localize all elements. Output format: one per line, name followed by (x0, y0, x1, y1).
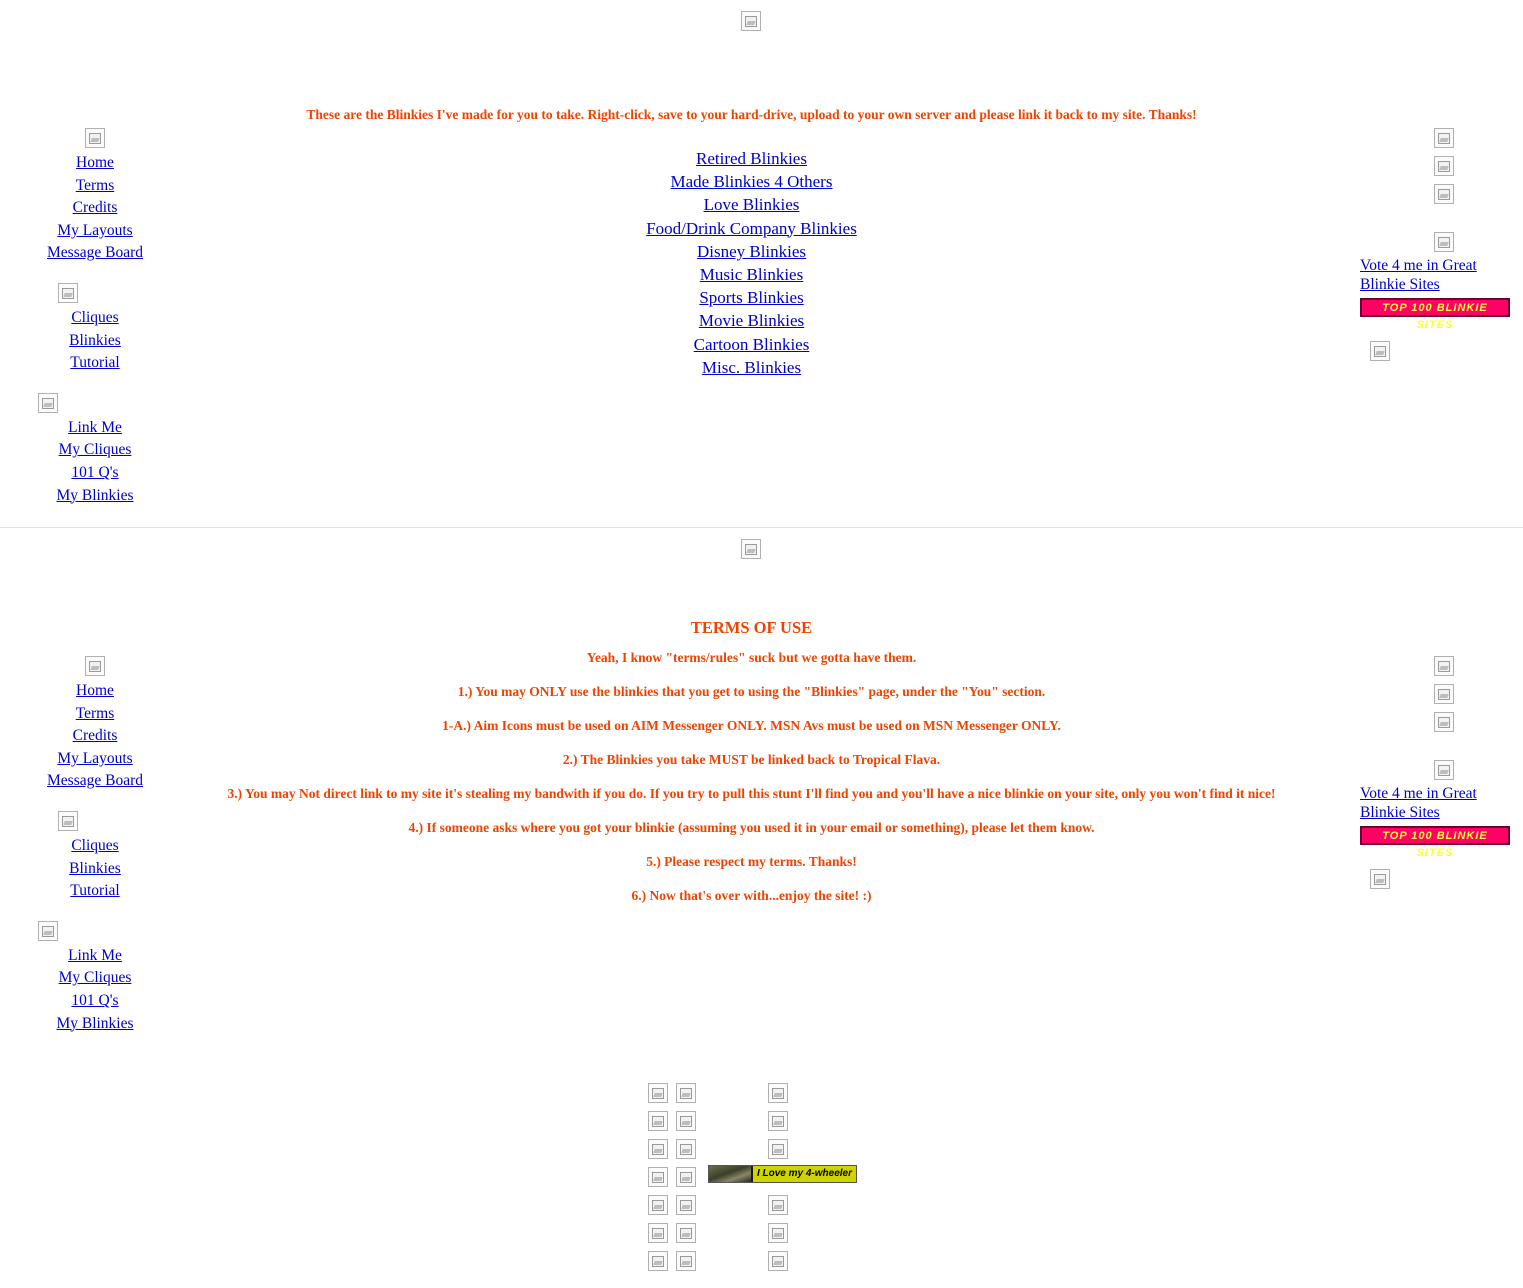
blinkie-image (768, 1251, 788, 1271)
blinkie-image (648, 1251, 668, 1271)
blinkie-image (676, 1223, 696, 1243)
vote-image (1434, 232, 1454, 252)
blinkie-category-links (190, 147, 1313, 379)
sidebar-item-terms[interactable]: Terms (75, 176, 115, 194)
sidebar-item-cliques-2[interactable]: Cliques (71, 836, 119, 854)
terms-line-3: 3.) You may Not direct link to my site it's stealing my bandwith if you do. If you try to pull this stunt I'll find you and you'll have a nice blinkie on your site, only you won't find it nice! (227, 786, 1276, 801)
sidebar-right-bottom (1360, 656, 1523, 889)
affiliate-image-1 (1434, 128, 1454, 148)
link-retired-blinkies[interactable]: Retired Blinkies (696, 149, 807, 168)
blinkie-row (648, 1111, 908, 1139)
link-disney-blinkies[interactable]: Disney Blinkies (696, 241, 807, 261)
nav-group-site-icon-2 (58, 811, 78, 831)
nav-group-extras (0, 393, 190, 507)
affiliate-image-8 (1370, 869, 1390, 889)
link-food-drink-company-blinkies[interactable]: Food/Drink Company Blinkies (646, 218, 857, 238)
sidebar-item-home[interactable]: Home (76, 154, 114, 171)
sidebar-navigation-primary (0, 128, 190, 525)
affiliate-image-6 (1434, 684, 1454, 704)
blinkie-image (676, 1111, 696, 1131)
vote-link-2[interactable]: Vote 4 me in Great Blinkie Sites (1360, 785, 1477, 821)
link-misc-blinkies[interactable]: Misc. Blinkies (701, 357, 802, 377)
sidebar-item-blinkies[interactable]: Blinkies (69, 331, 121, 349)
main-content-terms (190, 618, 1313, 922)
affiliate-image-2 (1434, 156, 1454, 176)
blinkie-image (648, 1167, 668, 1187)
sidebar-item-tutorial[interactable]: Tutorial (70, 354, 120, 372)
blinkie-row (648, 1223, 908, 1251)
blinkie-image (676, 1139, 696, 1159)
sidebar-item-message-board[interactable]: Message Board (47, 244, 143, 262)
sidebar-right-top (1360, 128, 1523, 361)
blinkie-row (648, 1251, 908, 1279)
sidebar-item-cliques[interactable]: Cliques (71, 308, 119, 326)
page-title: TERMS OF USE (690, 618, 813, 637)
sidebar-item-my-layouts-2[interactable]: My Layouts (57, 749, 133, 767)
terms-line-2: 2.) The Blinkies you take MUST be linked back to Tropical Flava. (562, 752, 941, 767)
blinkie-image (768, 1195, 788, 1215)
sidebar-item-my-blinkies[interactable]: My Blinkies (56, 486, 134, 504)
blinkie-image (676, 1251, 696, 1271)
sidebar-item-my-cliques[interactable]: My Cliques (58, 441, 132, 459)
sidebar-item-blinkies-2[interactable]: Blinkies (69, 859, 121, 877)
fourwheeler-label: I Love my 4-wheeler (753, 1166, 856, 1182)
nav-group-main-icon (85, 128, 105, 148)
nav-group-site-icon (58, 283, 78, 303)
sidebar-item-link-me-2[interactable]: Link Me (68, 946, 122, 964)
sidebar-item-link-me[interactable]: Link Me (68, 418, 122, 436)
main-content-blinkies (190, 107, 1313, 379)
blinkie-row-fourwheeler (648, 1167, 908, 1195)
terms-line-5: 5.) Please respect my terms. Thanks! (646, 854, 857, 869)
terms-line-1a: 1-A.) Aim Icons must be used on AIM Messenger ONLY. MSN Avs must be used on MSN Messenger ONLY. (442, 718, 1061, 733)
blinkie-image (768, 1083, 788, 1103)
fourwheeler-photo (709, 1166, 751, 1182)
top100-badge-2[interactable]: TOP 100 BLINKIE SITES (1360, 826, 1510, 845)
sidebar-item-credits-2[interactable]: Credits (72, 727, 118, 745)
sidebar-item-101-qs[interactable]: 101 Q's (71, 463, 119, 481)
sidebar-item-message-board-2[interactable]: Message Board (47, 772, 143, 790)
nav-group-site-2 (0, 811, 190, 903)
link-love-blinkies[interactable]: Love Blinkies (703, 195, 800, 215)
header-banner-image-2 (741, 539, 761, 559)
blinkie-image (676, 1083, 696, 1103)
nav-group-extras-icon (38, 393, 58, 413)
sidebar-item-101-qs-2[interactable]: 101 Q's (71, 991, 119, 1009)
nav-group-site (0, 283, 190, 375)
sidebar-item-my-cliques-2[interactable]: My Cliques (58, 969, 132, 987)
blinkie-image (676, 1167, 696, 1187)
nav-group-main-icon-2 (85, 656, 105, 676)
terms-line-4: 4.) If someone asks where you got your blinkie (assuming you used it in your email or something), please let them know. (408, 820, 1095, 835)
sidebar-item-credits[interactable]: Credits (72, 199, 118, 217)
top100-badge[interactable]: TOP 100 BLINKIE SITES (1360, 298, 1510, 317)
nav-group-main-2 (0, 656, 190, 793)
affiliate-image-4 (1370, 341, 1390, 361)
blinkie-image (648, 1195, 668, 1215)
sidebar-item-my-blinkies-2[interactable]: My Blinkies (56, 1014, 134, 1032)
blinkie-image (648, 1139, 668, 1159)
link-movie-blinkies[interactable]: Movie Blinkies (698, 311, 805, 331)
sidebar-navigation-secondary (0, 656, 190, 1053)
blinkie-image (648, 1083, 668, 1103)
link-sports-blinkies[interactable]: Sports Blinkies (699, 288, 804, 308)
link-music-blinkies[interactable]: Music Blinkies (699, 265, 804, 285)
intro-text: These are the Blinkies I've made for you to take. Right-click, save to your hard-drive, upload to your own server and please link it back to my site. Thanks! (306, 107, 1197, 122)
affiliate-image-3 (1434, 184, 1454, 204)
sidebar-item-my-layouts[interactable]: My Layouts (57, 221, 133, 239)
blinkie-image (768, 1223, 788, 1243)
nav-group-extras-icon-2 (38, 921, 58, 941)
sidebar-item-terms-2[interactable]: Terms (75, 704, 115, 722)
blinkie-gallery-grid (648, 1083, 908, 1279)
nav-group-extras-2 (0, 921, 190, 1035)
blinkie-image (768, 1139, 788, 1159)
affiliate-image-5 (1434, 656, 1454, 676)
header-banner-image (741, 11, 761, 31)
page-section-blinkies (0, 0, 1523, 528)
link-made-blinkies-4-others[interactable]: Made Blinkies 4 Others (670, 172, 833, 192)
blinkie-row (648, 1139, 908, 1167)
blinkie-row (648, 1195, 908, 1223)
terms-line-6: 6.) Now that's over with...enjoy the site! :) (631, 888, 872, 903)
blinkie-image (648, 1111, 668, 1131)
affiliate-image-7 (1434, 712, 1454, 732)
blinkie-image (768, 1111, 788, 1131)
link-cartoon-blinkies[interactable]: Cartoon Blinkies (693, 334, 810, 354)
blinkie-image (676, 1195, 696, 1215)
blinkie-row (648, 1083, 908, 1111)
blinkie-image (648, 1223, 668, 1243)
sidebar-item-home-2[interactable]: Home (76, 682, 114, 699)
nav-group-main (0, 128, 190, 265)
terms-line-intro: Yeah, I know "terms/rules" suck but we gotta have them. (586, 650, 917, 665)
blinkie-fourwheeler (708, 1165, 857, 1183)
vote-image-2 (1434, 760, 1454, 780)
sidebar-item-tutorial-2[interactable]: Tutorial (70, 882, 120, 900)
terms-line-1: 1.) You may ONLY use the blinkies that you get to using the "Blinkies" page, under the "You" section. (457, 684, 1046, 699)
vote-link[interactable]: Vote 4 me in Great Blinkie Sites (1360, 257, 1477, 293)
